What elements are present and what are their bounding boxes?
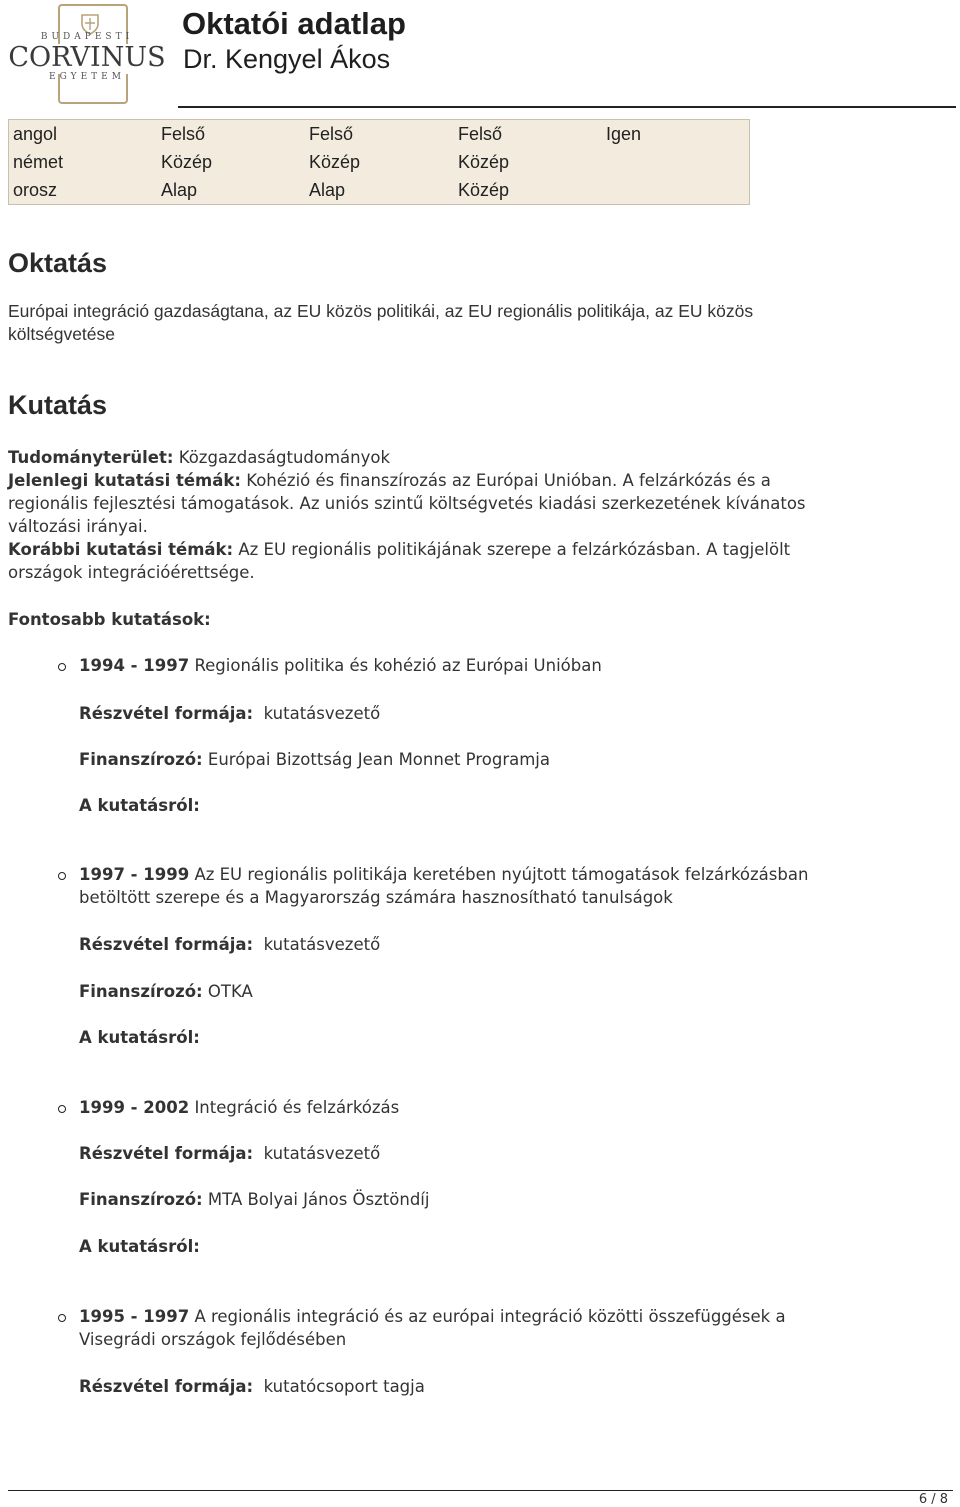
language-level: Alap bbox=[309, 179, 346, 200]
bullet-icon bbox=[58, 872, 66, 880]
research-title bbox=[79, 1096, 909, 1119]
bullet-icon bbox=[58, 1105, 66, 1113]
funder-label: Finanszírozó: bbox=[79, 750, 203, 769]
teaching-text bbox=[8, 300, 913, 346]
bullet-icon bbox=[58, 1314, 66, 1322]
header-divider bbox=[178, 106, 956, 108]
research-title-text: A regionális integráció és az európai integráció közötti összefüggések a bbox=[194, 1307, 786, 1326]
language-exam bbox=[602, 148, 750, 176]
previous-research-text: országok integrációérettsége. bbox=[8, 563, 255, 582]
research-role bbox=[79, 702, 909, 725]
previous-research-text: Az EU regionális politikájának szerepe a felzárkózásban. A tagjelölt bbox=[238, 540, 791, 559]
research-title bbox=[79, 654, 909, 677]
logo-frame-bottom bbox=[58, 74, 128, 104]
current-research-text: regionális fejlesztési támogatások. Az uniós szintű költségvetés kiadási szerkezetének kívánatos bbox=[8, 494, 806, 513]
table-row bbox=[9, 120, 750, 149]
table-row bbox=[9, 148, 750, 176]
teaching-heading: Oktatás bbox=[8, 248, 108, 278]
previous-research-label: Korábbi kutatási témák: bbox=[8, 540, 234, 559]
language-level: Felső bbox=[458, 123, 503, 144]
research-role bbox=[79, 933, 909, 956]
funder-value: Európai Bizottság Jean Monnet Programja bbox=[207, 750, 550, 769]
previous-research bbox=[8, 538, 913, 584]
language-name: angol bbox=[13, 123, 58, 144]
research-role bbox=[79, 1142, 909, 1165]
logo-text-bottom: EGYETEM bbox=[49, 72, 125, 82]
research-about-label: A kutatásról: bbox=[79, 1237, 200, 1256]
role-label: Részvétel formája: bbox=[79, 1377, 254, 1396]
language-level: Közép bbox=[458, 151, 510, 172]
funder-value: MTA Bolyai János Ösztöndíj bbox=[207, 1190, 430, 1209]
language-level: Felső bbox=[161, 123, 206, 144]
logo-text-main: CORVINUS bbox=[8, 42, 166, 73]
language-name: orosz bbox=[13, 179, 58, 200]
research-title-text: Visegrádi országok fejlődésében bbox=[79, 1330, 347, 1349]
language-level: Közép bbox=[161, 151, 213, 172]
footer-divider bbox=[8, 1490, 953, 1491]
research-heading: Kutatás bbox=[8, 390, 108, 420]
major-research-label: Fontosabb kutatások: bbox=[8, 610, 211, 629]
current-research-text: változási irányai. bbox=[8, 517, 148, 536]
funder-label: Finanszírozó: bbox=[79, 1190, 203, 1209]
teaching-line: költségvetése bbox=[8, 324, 116, 344]
person-name: Dr. Kengyel Ákos bbox=[183, 44, 391, 74]
research-title bbox=[79, 1305, 909, 1351]
page-title: Oktatói adatlap bbox=[182, 6, 406, 41]
current-research-label: Jelenlegi kutatási témák: bbox=[8, 471, 241, 490]
research-funder bbox=[79, 1188, 909, 1211]
field-value: Közgazdaságtudományok bbox=[178, 448, 391, 467]
logo-text-top: BUDAPESTI bbox=[40, 32, 134, 42]
language-level: Felső bbox=[309, 123, 354, 144]
language-exam bbox=[602, 176, 750, 205]
research-funder bbox=[79, 748, 909, 771]
research-years: 1995 - 1997 bbox=[79, 1307, 190, 1326]
research-years: 1994 - 1997 bbox=[79, 656, 190, 675]
research-title-text: Integráció és felzárkózás bbox=[194, 1098, 400, 1117]
table-row bbox=[9, 176, 750, 205]
role-value: kutatásvezető bbox=[263, 935, 381, 954]
language-level: Közép bbox=[309, 151, 361, 172]
research-title-text: Az EU regionális politikája keretében nyújtott támogatások felzárkózásban bbox=[194, 865, 809, 884]
research-about-label: A kutatásról: bbox=[79, 796, 200, 815]
role-label: Részvétel formája: bbox=[79, 1144, 254, 1163]
role-value: kutatásvezető bbox=[263, 1144, 381, 1163]
research-title-text: betöltött szerepe és a Magyarország számára hasznosítható tanulságok bbox=[79, 888, 673, 907]
role-value: kutatócsoport tagja bbox=[263, 1377, 425, 1396]
funder-value: OTKA bbox=[207, 982, 253, 1001]
language-exam: Igen bbox=[606, 123, 642, 144]
language-name: német bbox=[13, 151, 64, 172]
field-label: Tudományterület: bbox=[8, 448, 174, 467]
research-field bbox=[8, 446, 913, 469]
teaching-line: Európai integráció gazdaságtana, az EU közös politikái, az EU regionális politikája, az EU közös bbox=[8, 301, 754, 321]
current-research bbox=[8, 469, 913, 538]
page-number: 6 / 8 bbox=[918, 1492, 948, 1507]
bullet-icon bbox=[58, 663, 66, 671]
role-value: kutatásvezető bbox=[263, 704, 381, 723]
research-title bbox=[79, 863, 909, 909]
funder-label: Finanszírozó: bbox=[79, 982, 203, 1001]
role-label: Részvétel formája: bbox=[79, 935, 254, 954]
research-funder bbox=[79, 980, 909, 1003]
language-level: Közép bbox=[458, 179, 510, 200]
language-level: Alap bbox=[161, 179, 198, 200]
language-table bbox=[8, 119, 750, 205]
role-label: Részvétel formája: bbox=[79, 704, 254, 723]
university-logo bbox=[6, 4, 168, 106]
research-title-text: Regionális politika és kohézió az Európai Unióban bbox=[194, 656, 602, 675]
research-role bbox=[79, 1375, 909, 1398]
research-years: 1999 - 2002 bbox=[79, 1098, 190, 1117]
research-about-label: A kutatásról: bbox=[79, 1028, 200, 1047]
current-research-text: Kohézió és finanszírozás az Európai Unióban. A felzárkózás és a bbox=[246, 471, 771, 490]
research-years: 1997 - 1999 bbox=[79, 865, 190, 884]
